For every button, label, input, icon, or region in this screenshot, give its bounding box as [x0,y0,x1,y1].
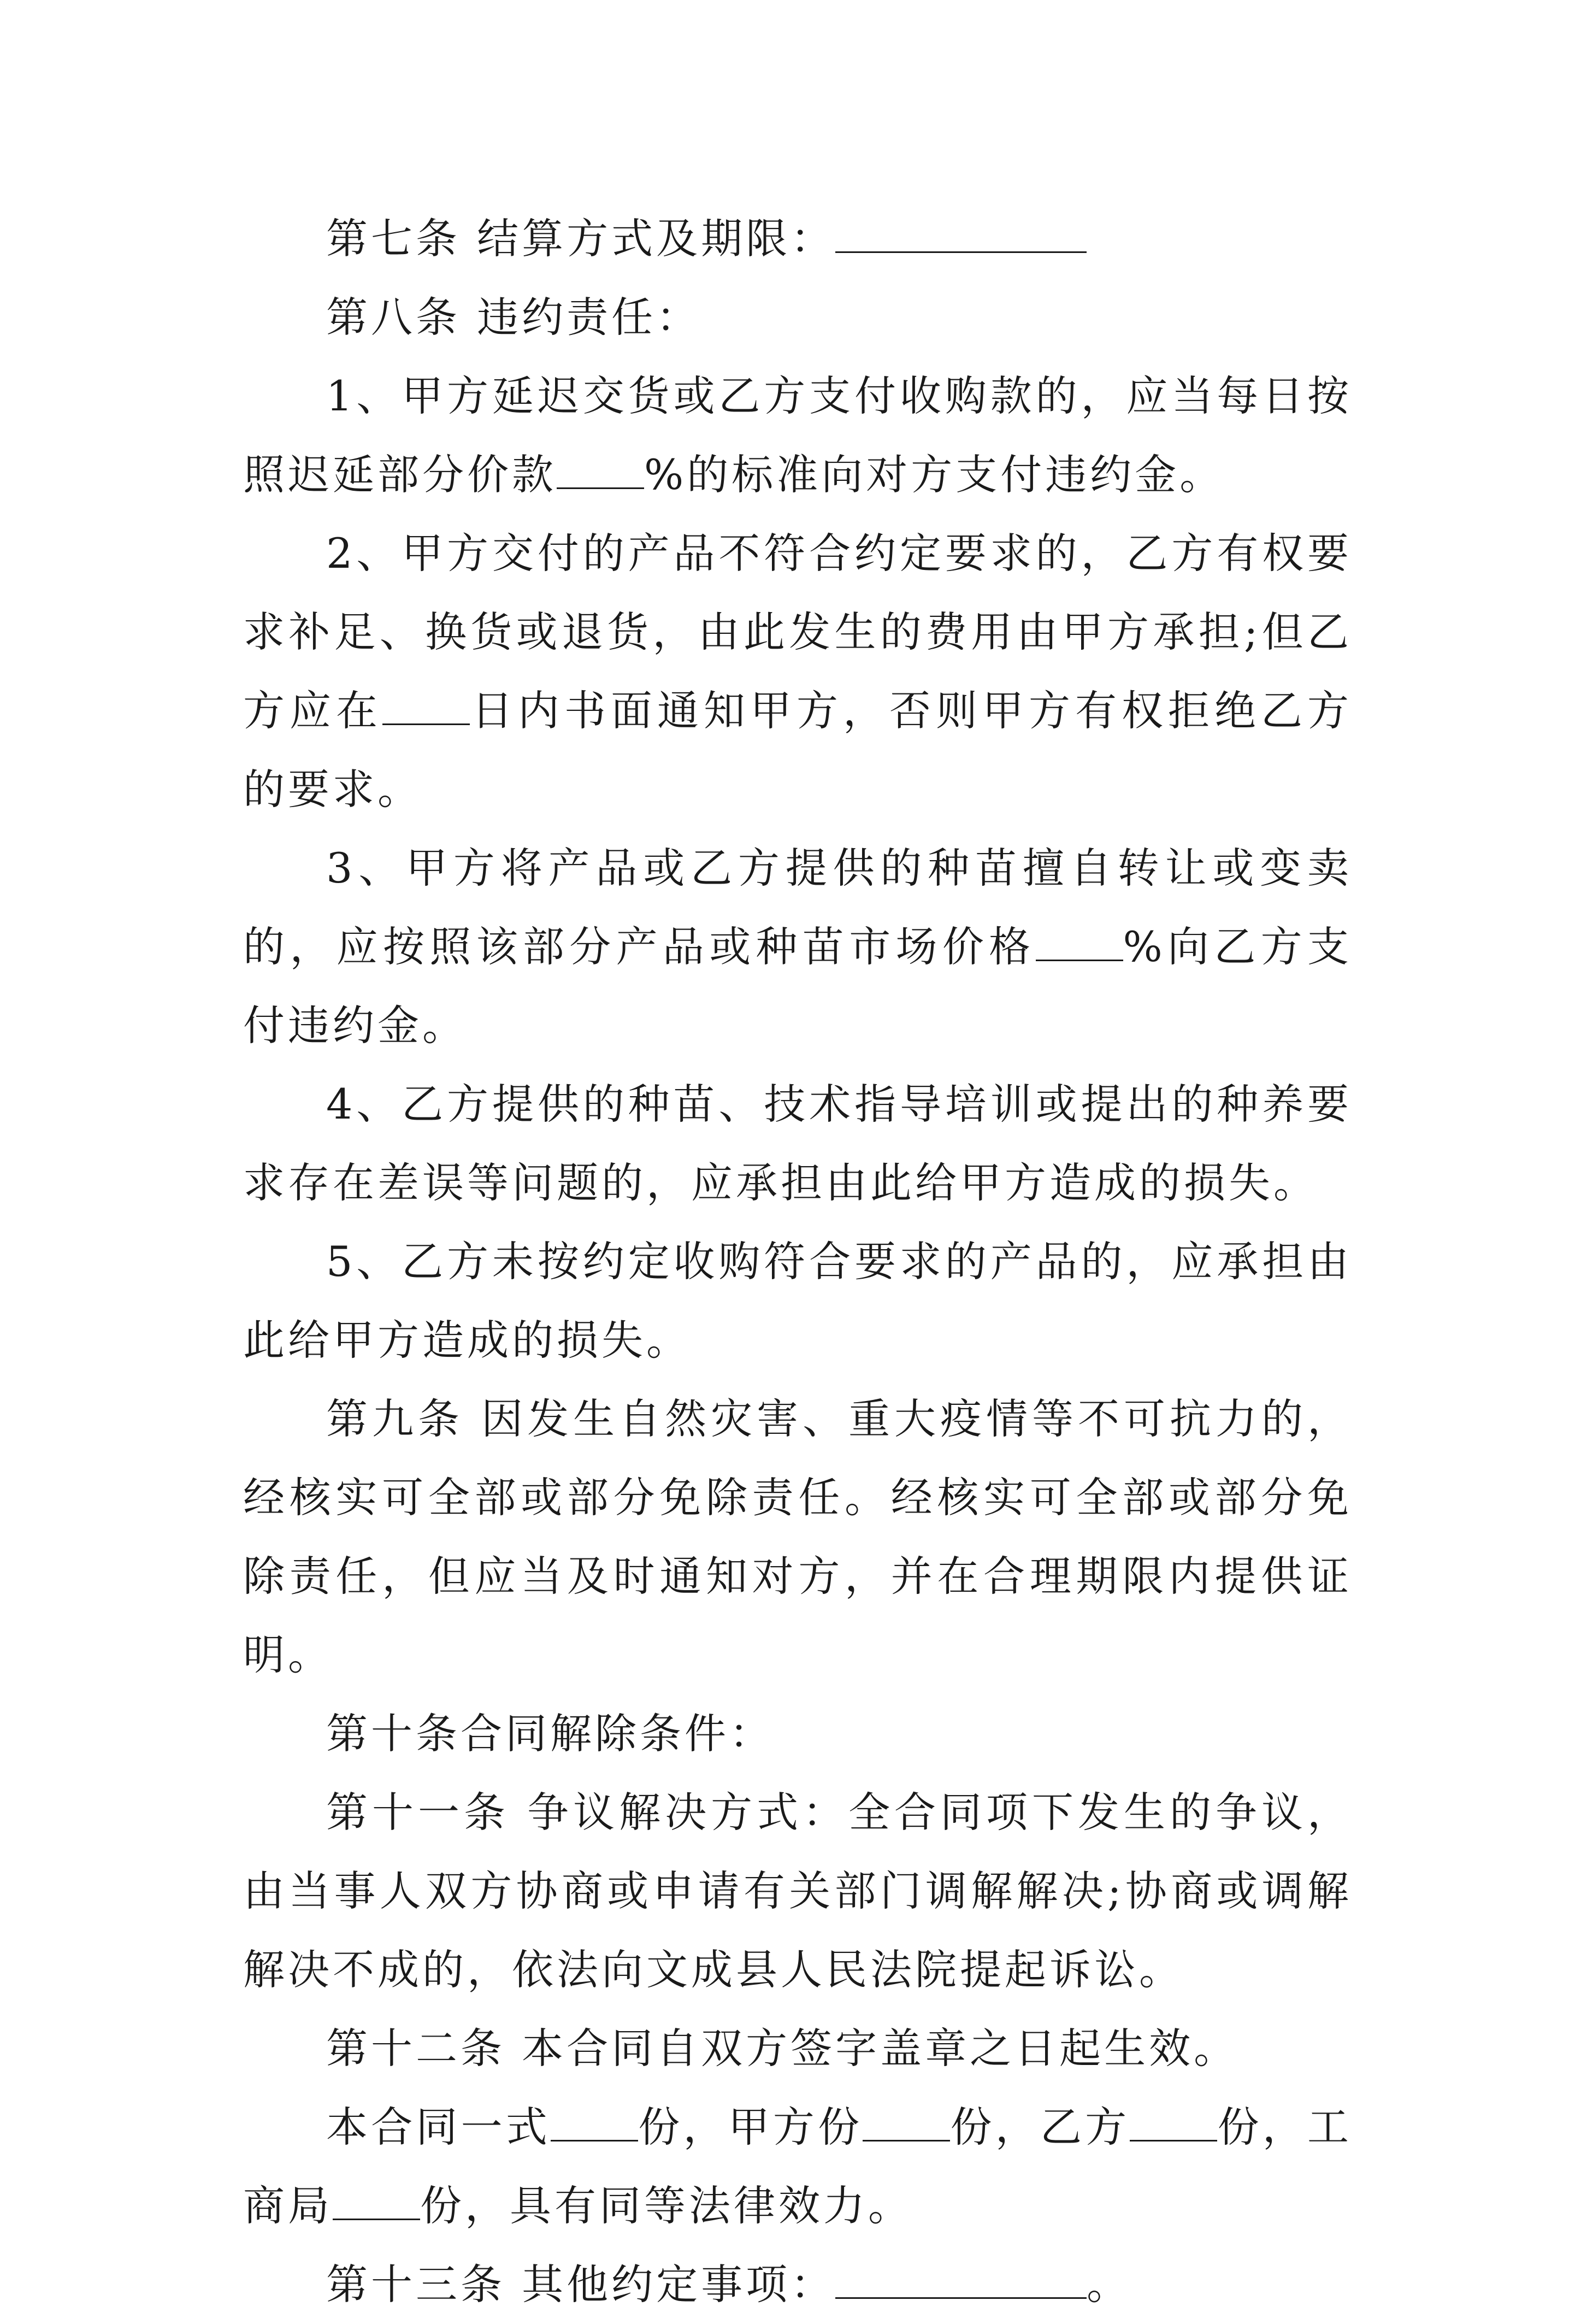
blank-line [863,2102,950,2141]
liability-item-3: 3、甲方将产品或乙方提供的种苗擅自转让或变卖的，应按照该部分产品或种苗市场价格 %向乙方支付违约金。 [243,844,1353,1050]
article-9-force-majeure: 第九条 因发生自然灾害、重大疫情等不可抗力的，经核实可全部或部分免除责任。经核实可全部或部分免除责任，但应当及时通知对方，并在合理期限内提供证明。 [243,1395,1352,1679]
blank-line [1130,2102,1217,2141]
liability-item-4: 4、乙方提供的种苗、技术指导培训或提出的种养要求存在差误等问题的，应承担由此给甲方造成的损失。 [243,1080,1352,1207]
article-12-effect: 第十二条 本合同自双方签字盖章之日起生效。 [326,2024,1239,2073]
blank-line [1036,921,1123,961]
blank-line [835,2259,1087,2299]
article-10-termination: 第十条合同解除条件： [326,1709,774,1758]
liability-item-5: 5、乙方未按约定收购符合要求的产品的，应承担由此给甲方造成的损失。 [243,1237,1352,1364]
article-8-heading: 第八条 违约责任： [326,293,701,342]
blank-line [557,449,644,489]
blank-line [333,2180,420,2220]
article-7-settlement: 第七条 结算方式及期限： [243,199,1352,278]
blank-line [382,685,470,725]
article-11-dispute: 第十一条 争议解决方式：全合同项下发生的争议，由当事人双方协商或申请有关部门调解解决;协商或调解解决不成的，依法向文成县人民法院提起诉讼。 [243,1788,1352,1994]
contract-page [243,199,1352,2324]
liability-item-2: 2、甲方交付的产品不符合约定要求的，乙方有权要求补足、换货或退货，由此发生的费用由甲方承担;但乙方应在 日内书面通知甲方，否则甲方有权拒绝乙方的要求。 [243,529,1352,814]
blank-line [835,213,1087,253]
copies-clause: 本合同一式 份，甲方份 份，乙方 份，工商局 份，具有同等法律效力。 [243,2103,1353,2230]
blank-line [551,2102,638,2141]
article-13-other: 第十三条 其他约定事项： 。 [326,2260,1132,2309]
liability-item-1: 1、甲方延迟交货或乙方支付收购款的，应当每日按照迟延部分价款 %的标准向对方支付违约金。 [243,372,1352,499]
